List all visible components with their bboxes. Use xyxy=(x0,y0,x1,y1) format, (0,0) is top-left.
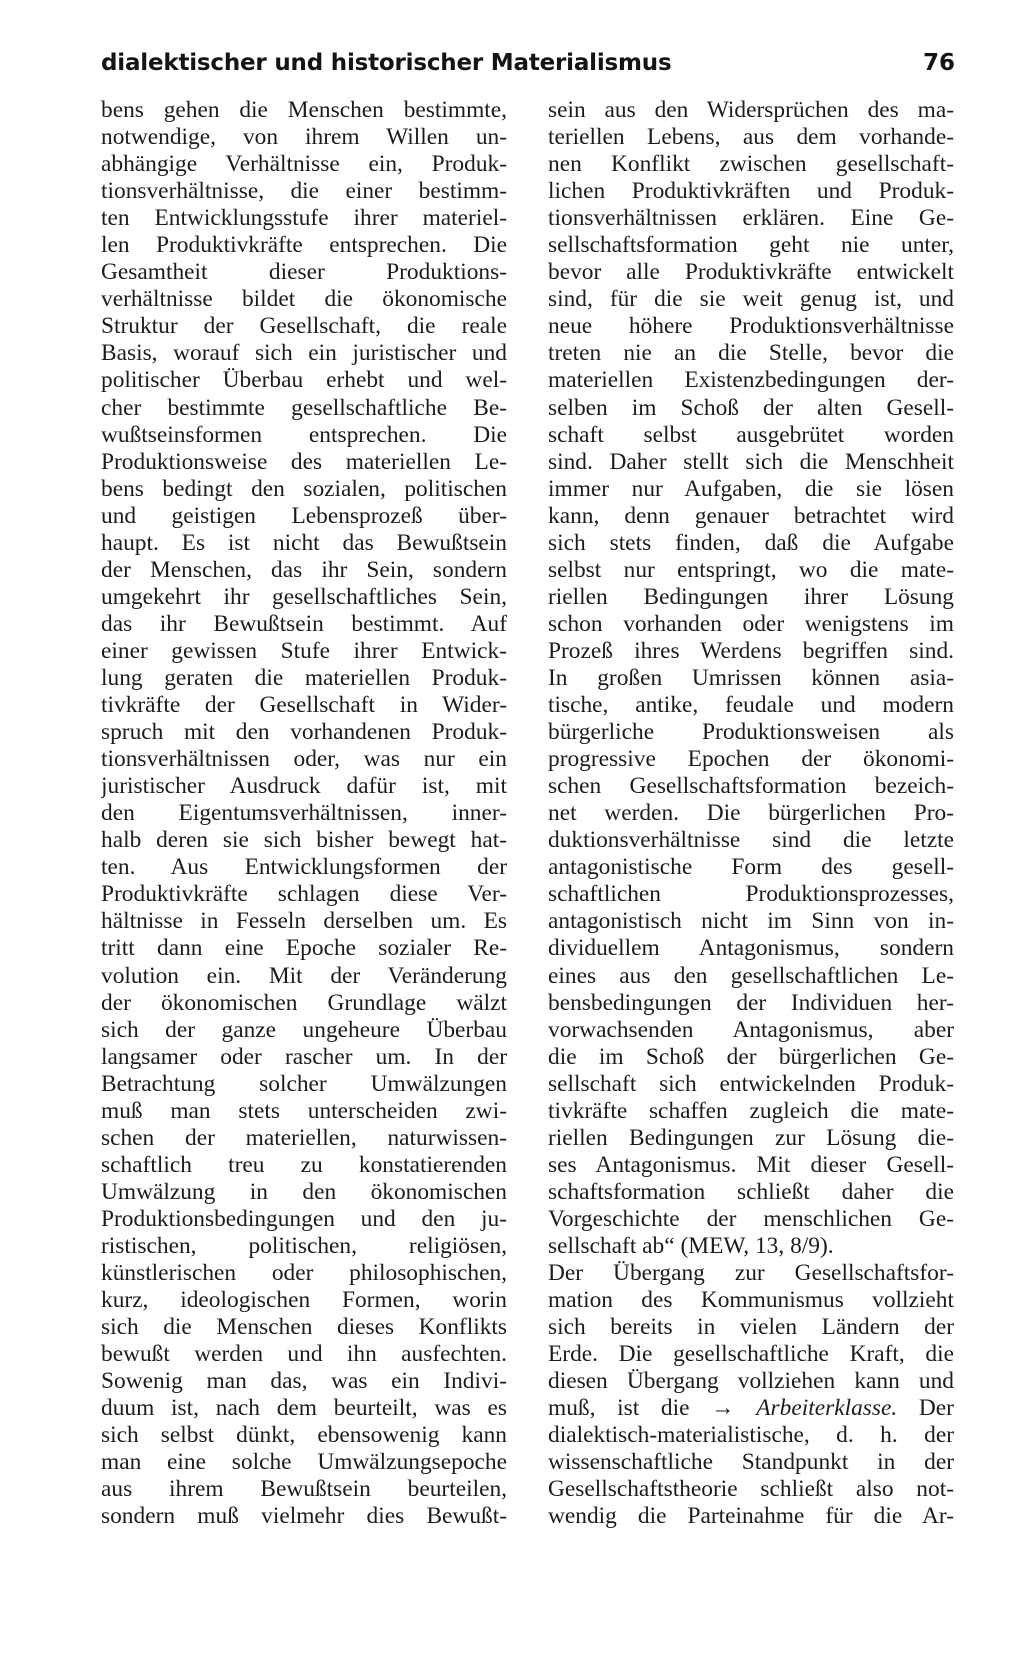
text-line: schaft selbst ausgebrütet worden xyxy=(548,421,954,448)
text-line: sich bereits in vielen Ländern der xyxy=(548,1314,954,1341)
text-line: dialektisch-materialistische, d. h. der xyxy=(548,1422,954,1449)
text-line: Betrachtung solcher Umwälzungen xyxy=(101,1070,507,1097)
text-line: juristischer Ausdruck dafür ist, mit xyxy=(101,773,507,800)
text-line: Produktionsbedingungen und den ju- xyxy=(101,1205,507,1232)
text-line: schaftsformation schließt daher die xyxy=(548,1178,954,1205)
text-line: haupt. Es ist nicht das Bewußtsein xyxy=(101,529,507,556)
text-line: halb deren sie sich bisher bewegt hat- xyxy=(101,827,507,854)
text-line: schaftlich treu zu konstatierenden xyxy=(101,1151,507,1178)
running-title: dialektischer und historischer Materialismus xyxy=(101,50,672,76)
text-fragment: Der xyxy=(918,1395,954,1422)
text-line: tionsverhältnissen oder, was nur ein xyxy=(101,746,507,773)
text-line: das ihr Bewußtsein bestimmt. Auf xyxy=(101,610,507,637)
text-line: und geistigen Lebensprozeß über- xyxy=(101,502,507,529)
text-line: immer nur Aufgaben, die sie lösen xyxy=(548,475,954,502)
text-line: langsamer oder rascher um. In der xyxy=(101,1043,507,1070)
text-line: net werden. Die bürgerlichen Pro- xyxy=(548,800,954,827)
text-line: In großen Umrissen können asia- xyxy=(548,664,954,691)
text-line: lichen Produktivkräften und Produk- xyxy=(548,178,954,205)
text-line: verhältnisse bildet die ökonomische xyxy=(101,286,507,313)
left-text-column xyxy=(101,97,507,1530)
text-line: Produktionsweise des materiellen Le- xyxy=(101,448,507,475)
text-line: umgekehrt ihr gesellschaftliches Sein, xyxy=(101,583,507,610)
text-line: bürgerliche Produktionsweisen als xyxy=(548,719,954,746)
text-line: bens gehen die Menschen bestimmte, xyxy=(101,97,507,123)
text-line: bevor alle Produktivkräfte entwickelt xyxy=(548,259,954,286)
text-line: Basis, worauf sich ein juristischer und xyxy=(101,340,507,367)
text-line: tische, antike, feudale und modern xyxy=(548,692,954,719)
text-line: tionsverhältnissen erklären. Eine Ge- xyxy=(548,205,954,232)
text-line: kann, denn genauer betrachtet wird xyxy=(548,502,954,529)
text-line: bensbedingungen der Individuen her- xyxy=(548,989,954,1016)
text-line: notwendige, von ihrem Willen un- xyxy=(101,124,507,151)
text-line: dividuellem Antagonismus, sondern xyxy=(548,935,954,962)
text-line: schen der materiellen, naturwissen- xyxy=(101,1124,507,1151)
text-line: sellschaftsformation geht nie unter, xyxy=(548,232,954,259)
text-line: Struktur der Gesellschaft, die reale xyxy=(101,313,507,340)
text-line: Sowenig man das, was ein Indivi- xyxy=(101,1368,507,1395)
text-line: volution ein. Mit der Veränderung xyxy=(101,962,507,989)
text-line: tionsverhältnisse, die einer bestimm- xyxy=(101,178,507,205)
text-line: wendig die Parteinahme für die Ar- xyxy=(548,1503,954,1530)
text-line-with-crossref xyxy=(548,1395,954,1422)
text-line: einer gewissen Stufe ihrer Entwick- xyxy=(101,637,507,664)
text-line: sellschaft sich entwickelnden Produk- xyxy=(548,1070,954,1097)
text-line: spruch mit den vorhandenen Produk- xyxy=(101,719,507,746)
text-line: Der Übergang zur Gesellschaftsfor- xyxy=(548,1260,954,1287)
text-line: künstlerischen oder philosophischen, xyxy=(101,1260,507,1287)
text-line: hältnisse in Fesseln derselben um. Es xyxy=(101,908,507,935)
text-line: ristischen, politischen, religiösen, xyxy=(101,1232,507,1259)
text-line: sondern muß vielmehr dies Bewußt- xyxy=(101,1503,507,1530)
text-line: Erde. Die gesellschaftliche Kraft, die xyxy=(548,1341,954,1368)
text-line: mation des Kommunismus vollzieht xyxy=(548,1287,954,1314)
text-line: Gesellschaftstheorie schließt also not- xyxy=(548,1476,954,1503)
text-line: ses Antagonismus. Mit dieser Gesell- xyxy=(548,1151,954,1178)
text-line: kurz, ideologischen Formen, worin xyxy=(101,1287,507,1314)
text-line: duum ist, nach dem beurteilt, was es xyxy=(101,1395,507,1422)
text-line: sich die Menschen dieses Konflikts xyxy=(101,1314,507,1341)
text-line: Umwälzung in den ökonomischen xyxy=(101,1178,507,1205)
text-line: selben im Schoß der alten Gesell- xyxy=(548,394,954,421)
text-line: sind, für die sie weit genug ist, und xyxy=(548,286,954,313)
text-line: schaftlichen Produktionsprozesses, xyxy=(548,881,954,908)
text-line: neue höhere Produktionsverhältnisse xyxy=(548,313,954,340)
text-line: selbst nur entspringt, wo die mate- xyxy=(548,556,954,583)
text-line: riellen Bedingungen zur Lösung die- xyxy=(548,1124,954,1151)
text-line: sind. Daher stellt sich die Menschheit xyxy=(548,448,954,475)
text-line: tivkräfte schaffen zugleich die mate- xyxy=(548,1097,954,1124)
text-line: diesen Übergang vollziehen kann und xyxy=(548,1368,954,1395)
text-line: der Menschen, das ihr Sein, sondern xyxy=(101,556,507,583)
page-number: 76 xyxy=(922,50,955,76)
text-line: wußtseinsformen entsprechen. Die xyxy=(101,421,507,448)
text-line: sich der ganze ungeheure Überbau xyxy=(101,1016,507,1043)
text-line: bens bedingt den sozialen, politischen xyxy=(101,475,507,502)
text-line: man eine solche Umwälzungsepoche xyxy=(101,1449,507,1476)
text-line: cher bestimmte gesellschaftliche Be- xyxy=(101,394,507,421)
text-line: abhängige Verhältnisse ein, Produk- xyxy=(101,151,507,178)
text-line: riellen Bedingungen ihrer Lösung xyxy=(548,583,954,610)
running-head xyxy=(101,50,955,90)
text-line: politischer Überbau erhebt und wel- xyxy=(101,367,507,394)
text-line: die im Schoß der bürgerlichen Ge- xyxy=(548,1043,954,1070)
text-line: Vorgeschichte der menschlichen Ge- xyxy=(548,1205,954,1232)
text-line: lung geraten die materiellen Produk- xyxy=(101,664,507,691)
text-line: antagonistisch nicht im Sinn von in- xyxy=(548,908,954,935)
text-line: sellschaft ab“ (MEW, 13, 8/9). xyxy=(548,1232,834,1259)
text-line: progressive Epochen der ökonomi- xyxy=(548,746,954,773)
text-line: vorwachsenden Antagonismus, aber xyxy=(548,1016,954,1043)
text-line: len Produktivkräfte entsprechen. Die xyxy=(101,232,507,259)
text-line: sein aus den Widersprüchen des ma- xyxy=(548,97,954,123)
text-line: tritt dann eine Epoche sozialer Re- xyxy=(101,935,507,962)
text-line: der ökonomischen Grundlage wälzt xyxy=(101,989,507,1016)
text-line: bewußt werden und ihn ausfechten. xyxy=(101,1341,507,1368)
text-line: ten. Aus Entwicklungsformen der xyxy=(101,854,507,881)
right-text-column xyxy=(548,97,954,1530)
text-line: materiellen Existenzbedingungen der- xyxy=(548,367,954,394)
text-line: antagonistische Form des gesell- xyxy=(548,854,954,881)
text-line: tivkräfte der Gesellschaft in Wider- xyxy=(101,692,507,719)
text-line: treten nie an die Stelle, bevor die xyxy=(548,340,954,367)
text-line: ten Entwicklungsstufe ihrer materiel- xyxy=(101,205,507,232)
text-line: Prozeß ihres Werdens begriffen sind. xyxy=(548,637,954,664)
text-line: eines aus den gesellschaftlichen Le- xyxy=(548,962,954,989)
text-line: wissenschaftliche Standpunkt in der xyxy=(548,1449,954,1476)
cross-reference-arrow-icon: → xyxy=(711,1395,735,1422)
text-line: aus ihrem Bewußtsein beurteilen, xyxy=(101,1476,507,1503)
text-line: teriellen Lebens, aus dem vorhande- xyxy=(548,124,954,151)
text-line: schen Gesellschaftsformation bezeich- xyxy=(548,773,954,800)
text-line: schon vorhanden oder wenigstens im xyxy=(548,610,954,637)
text-line: nen Konflikt zwischen gesellschaft- xyxy=(548,151,954,178)
text-line: Produktivkräfte schlagen diese Ver- xyxy=(101,881,507,908)
text-line: Gesamtheit dieser Produktions- xyxy=(101,259,507,286)
text-line: sich stets finden, daß die Aufgabe xyxy=(548,529,954,556)
text-line: den Eigentumsverhältnissen, inner- xyxy=(101,800,507,827)
text-fragment: muß, ist die xyxy=(548,1395,690,1422)
cross-reference-link[interactable]: Arbeiterklasse. xyxy=(756,1395,898,1422)
text-line: muß man stets unterscheiden zwi- xyxy=(101,1097,507,1124)
text-line: sich selbst dünkt, ebensowenig kann xyxy=(101,1422,507,1449)
text-line: duktionsverhältnisse sind die letzte xyxy=(548,827,954,854)
